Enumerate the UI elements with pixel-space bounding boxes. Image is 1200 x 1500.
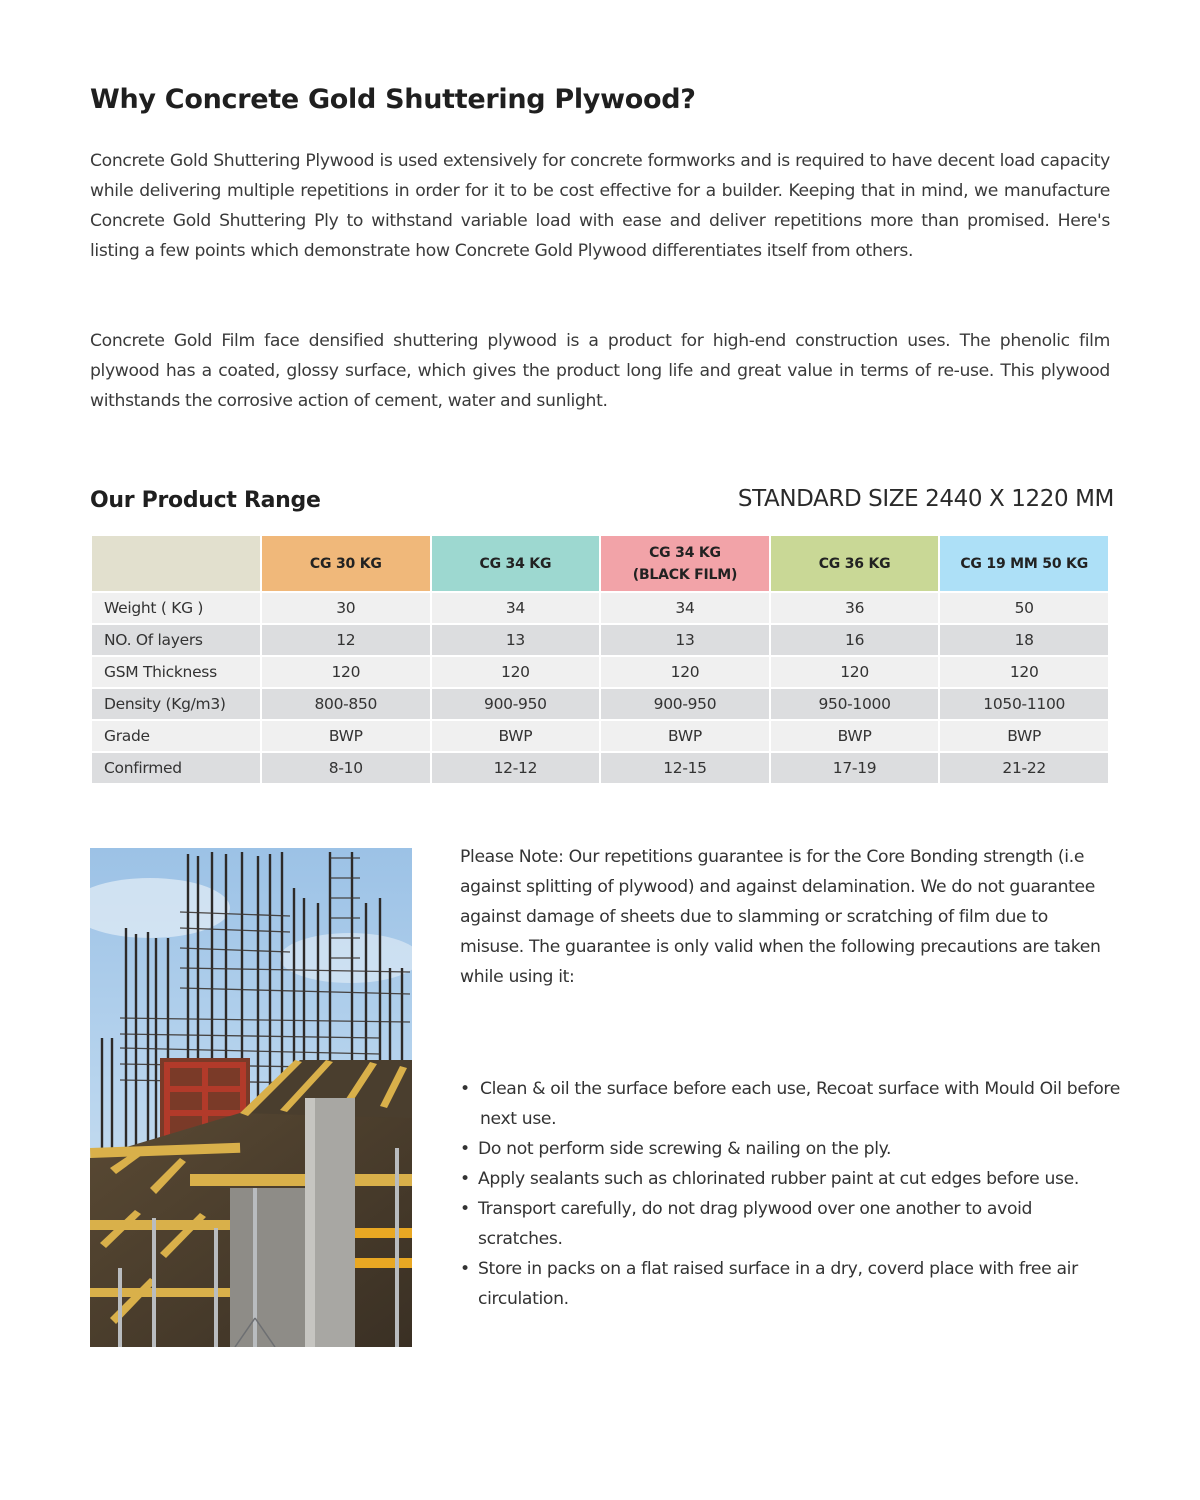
- bullet-icon: •: [460, 1199, 470, 1219]
- intro-paragraph-1: Concrete Gold Shuttering Plywood is used extensively for concrete formworks and is required to have decent load capacity while delivering multiple repetitions in order for it to be cost effective for a builder. Keeping that in mind, we manufacture Concrete Gold Shuttering Ply to withstand variable load with ease and deliver repetitions more than promised. Here's listing a few points which demonstrate how Concrete Gold Plywood differentiates itself from others.: [90, 151, 1110, 261]
- table-header-row: [91, 535, 1109, 592]
- table-row: [91, 752, 1109, 784]
- table-cell: BWP: [431, 720, 601, 752]
- product-spec-table: [90, 534, 1110, 785]
- table-cell: 120: [770, 656, 940, 688]
- header-cg19mm50: CG 19 MM 50 KG: [939, 535, 1109, 592]
- bullet-icon: •: [460, 1259, 470, 1279]
- table-cell: 34: [600, 592, 770, 624]
- table-cell: 12-15: [600, 752, 770, 784]
- table-row: [91, 656, 1109, 688]
- table-cell: 950-1000: [770, 688, 940, 720]
- table-cell: 17-19: [770, 752, 940, 784]
- table-cell: 13: [431, 624, 601, 656]
- row-label: Grade: [91, 720, 261, 752]
- table-cell: 13: [600, 624, 770, 656]
- bullet-icon: •: [460, 1169, 470, 1189]
- standard-size-label: STANDARD SIZE 2440 X 1220 MM: [737, 486, 1114, 512]
- table-cell: 900-950: [431, 688, 601, 720]
- table-row: [91, 720, 1109, 752]
- header-cg30: CG 30 KG: [261, 535, 431, 592]
- table-cell: BWP: [600, 720, 770, 752]
- row-label: GSM Thickness: [91, 656, 261, 688]
- table-cell: 12: [261, 624, 431, 656]
- product-range-title: Our Product Range: [90, 488, 321, 513]
- table-cell: 50: [939, 592, 1109, 624]
- table-cell: BWP: [770, 720, 940, 752]
- table-cell: 18: [939, 624, 1109, 656]
- table-cell: 120: [431, 656, 601, 688]
- list-item: • Store in packs on a flat raised surface in a dry, coverd place with free air circulation.: [460, 1254, 1120, 1314]
- row-label: Weight ( KG ): [91, 592, 261, 624]
- table-cell: 1050-1100: [939, 688, 1109, 720]
- table-cell: 30: [261, 592, 431, 624]
- table-cell: 8-10: [261, 752, 431, 784]
- guarantee-note: Please Note: Our repetitions guarantee is for the Core Bonding strength (i.e against splitting of plywood) and against delamination. We do not guarantee against damage of sheets due to slamming or scratching of film due to misuse. The guarantee is only valid when the following precautions are taken while using it:: [460, 847, 1101, 987]
- header-cg34: CG 34 KG: [431, 535, 601, 592]
- table-cell: 120: [600, 656, 770, 688]
- table-row: [91, 592, 1109, 624]
- list-item: • Do not perform side screwing & nailing on the ply.: [460, 1134, 1120, 1164]
- table-row: [91, 624, 1109, 656]
- table-cell: 16: [770, 624, 940, 656]
- table-cell: 12-12: [431, 752, 601, 784]
- header-blank-cell: [91, 535, 261, 592]
- page-title: Why Concrete Gold Shuttering Plywood?: [90, 84, 696, 115]
- table-row: [91, 688, 1109, 720]
- intro-paragraph-2: Concrete Gold Film face densified shuttering plywood is a product for high-end construction uses. The phenolic film plywood has a coated, glossy surface, which gives the product long life and great value in terms of re-use. This plywood withstands the corrosive action of cement, water and sunlight.: [90, 331, 1110, 411]
- table-cell: BWP: [939, 720, 1109, 752]
- bullet-icon: •: [460, 1079, 470, 1099]
- row-label: NO. Of layers: [91, 624, 261, 656]
- table-cell: 120: [939, 656, 1109, 688]
- row-label: Density (Kg/m3): [91, 688, 261, 720]
- table-cell: 34: [431, 592, 601, 624]
- bullet-icon: •: [460, 1139, 470, 1159]
- table-cell: 21-22: [939, 752, 1109, 784]
- table-cell: 120: [261, 656, 431, 688]
- header-cg34-black-film: CG 34 KG (BLACK FILM): [600, 535, 770, 592]
- list-item: • Clean & oil the surface before each use, Recoat surface with Mould Oil before next use.: [460, 1074, 1120, 1134]
- row-label: Confirmed: [91, 752, 261, 784]
- list-item: • Transport carefully, do not drag plywood over one another to avoid scratches.: [460, 1194, 1120, 1254]
- precautions-list: [460, 1074, 1120, 1314]
- list-item: • Apply sealants such as chlorinated rubber paint at cut edges before use.: [460, 1164, 1120, 1194]
- construction-site-photo: [90, 848, 412, 1347]
- header-cg36: CG 36 KG: [770, 535, 940, 592]
- table-cell: BWP: [261, 720, 431, 752]
- table-cell: 900-950: [600, 688, 770, 720]
- table-cell: 36: [770, 592, 940, 624]
- table-cell: 800-850: [261, 688, 431, 720]
